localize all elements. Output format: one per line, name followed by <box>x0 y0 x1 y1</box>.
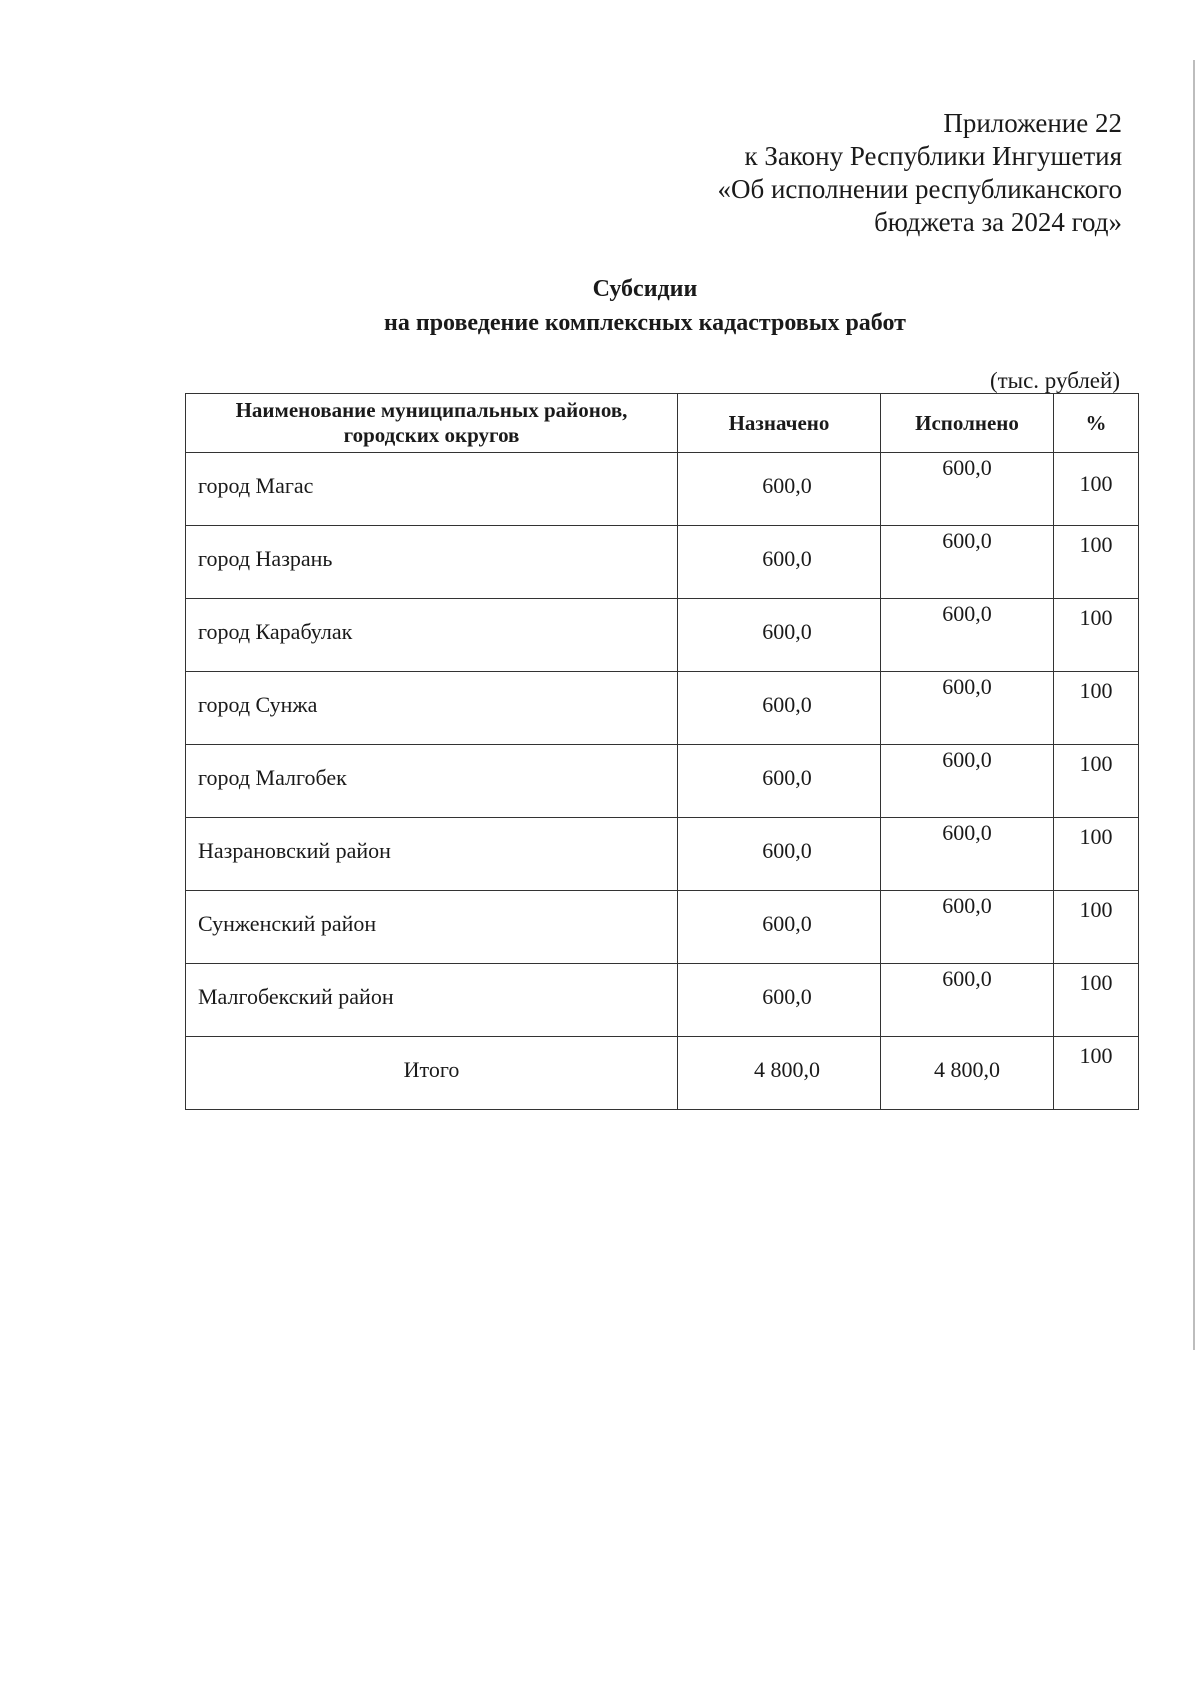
subsidies-table <box>185 393 1139 1110</box>
row-executed: 600,0 <box>881 526 1054 599</box>
row-name: город Назрань <box>186 526 678 599</box>
table-header-row <box>186 394 1139 453</box>
total-name: Итого <box>186 1037 678 1110</box>
table-row <box>186 526 1139 599</box>
row-executed: 600,0 <box>881 599 1054 672</box>
row-planned: 600,0 <box>678 672 881 745</box>
title-line-1: Субсидии <box>592 276 698 302</box>
header-planned: Назначено <box>678 394 881 453</box>
row-name: Назрановский район <box>186 818 678 891</box>
row-name: город Карабулак <box>186 599 678 672</box>
table-total-row <box>186 1037 1139 1110</box>
row-name: Сунженский район <box>186 891 678 964</box>
appendix-line-4: бюджета за 2024 год» <box>874 207 1122 237</box>
row-name: город Сунжа <box>186 672 678 745</box>
row-percent: 100 <box>1054 672 1139 745</box>
row-executed: 600,0 <box>881 964 1054 1037</box>
total-percent: 100 <box>1054 1037 1139 1110</box>
row-planned: 600,0 <box>678 891 881 964</box>
header-percent: % <box>1054 394 1139 453</box>
units-label: (тыс. рублей) <box>989 368 1120 393</box>
row-executed: 600,0 <box>881 745 1054 818</box>
row-percent: 100 <box>1054 526 1139 599</box>
row-percent: 100 <box>1054 964 1139 1037</box>
row-planned: 600,0 <box>678 453 881 526</box>
row-executed: 600,0 <box>881 891 1054 964</box>
total-planned: 4 800,0 <box>678 1037 881 1110</box>
row-percent: 100 <box>1054 453 1139 526</box>
row-planned: 600,0 <box>678 599 881 672</box>
row-planned: 600,0 <box>678 964 881 1037</box>
row-percent: 100 <box>1054 891 1139 964</box>
total-executed: 4 800,0 <box>881 1037 1054 1110</box>
table-row <box>186 672 1139 745</box>
appendix-header <box>717 107 1122 239</box>
row-percent: 100 <box>1054 599 1139 672</box>
table-row <box>186 453 1139 526</box>
table-row <box>186 599 1139 672</box>
row-executed: 600,0 <box>881 672 1054 745</box>
row-planned: 600,0 <box>678 818 881 891</box>
row-percent: 100 <box>1054 818 1139 891</box>
appendix-line-3: «Об исполнении республиканского <box>717 174 1122 204</box>
table-row <box>186 891 1139 964</box>
row-executed: 600,0 <box>881 453 1054 526</box>
document-title <box>0 272 1200 340</box>
table-row <box>186 818 1139 891</box>
row-name: город Магас <box>186 453 678 526</box>
title-line-2: на проведение комплексных кадастровых работ <box>384 310 906 336</box>
row-planned: 600,0 <box>678 745 881 818</box>
row-executed: 600,0 <box>881 818 1054 891</box>
row-planned: 600,0 <box>678 526 881 599</box>
row-name: город Малгобек <box>186 745 678 818</box>
header-executed: Исполнено <box>881 394 1054 453</box>
appendix-line-2: к Закону Республики Ингушетия <box>744 141 1122 171</box>
appendix-line-1: Приложение 22 <box>943 108 1122 138</box>
row-percent: 100 <box>1054 745 1139 818</box>
table-row <box>186 964 1139 1037</box>
table-row <box>186 745 1139 818</box>
header-name: Наименование муниципальных районов, городских округов <box>186 394 678 453</box>
row-name: Малгобекский район <box>186 964 678 1037</box>
page-edge-line <box>1193 60 1195 1350</box>
